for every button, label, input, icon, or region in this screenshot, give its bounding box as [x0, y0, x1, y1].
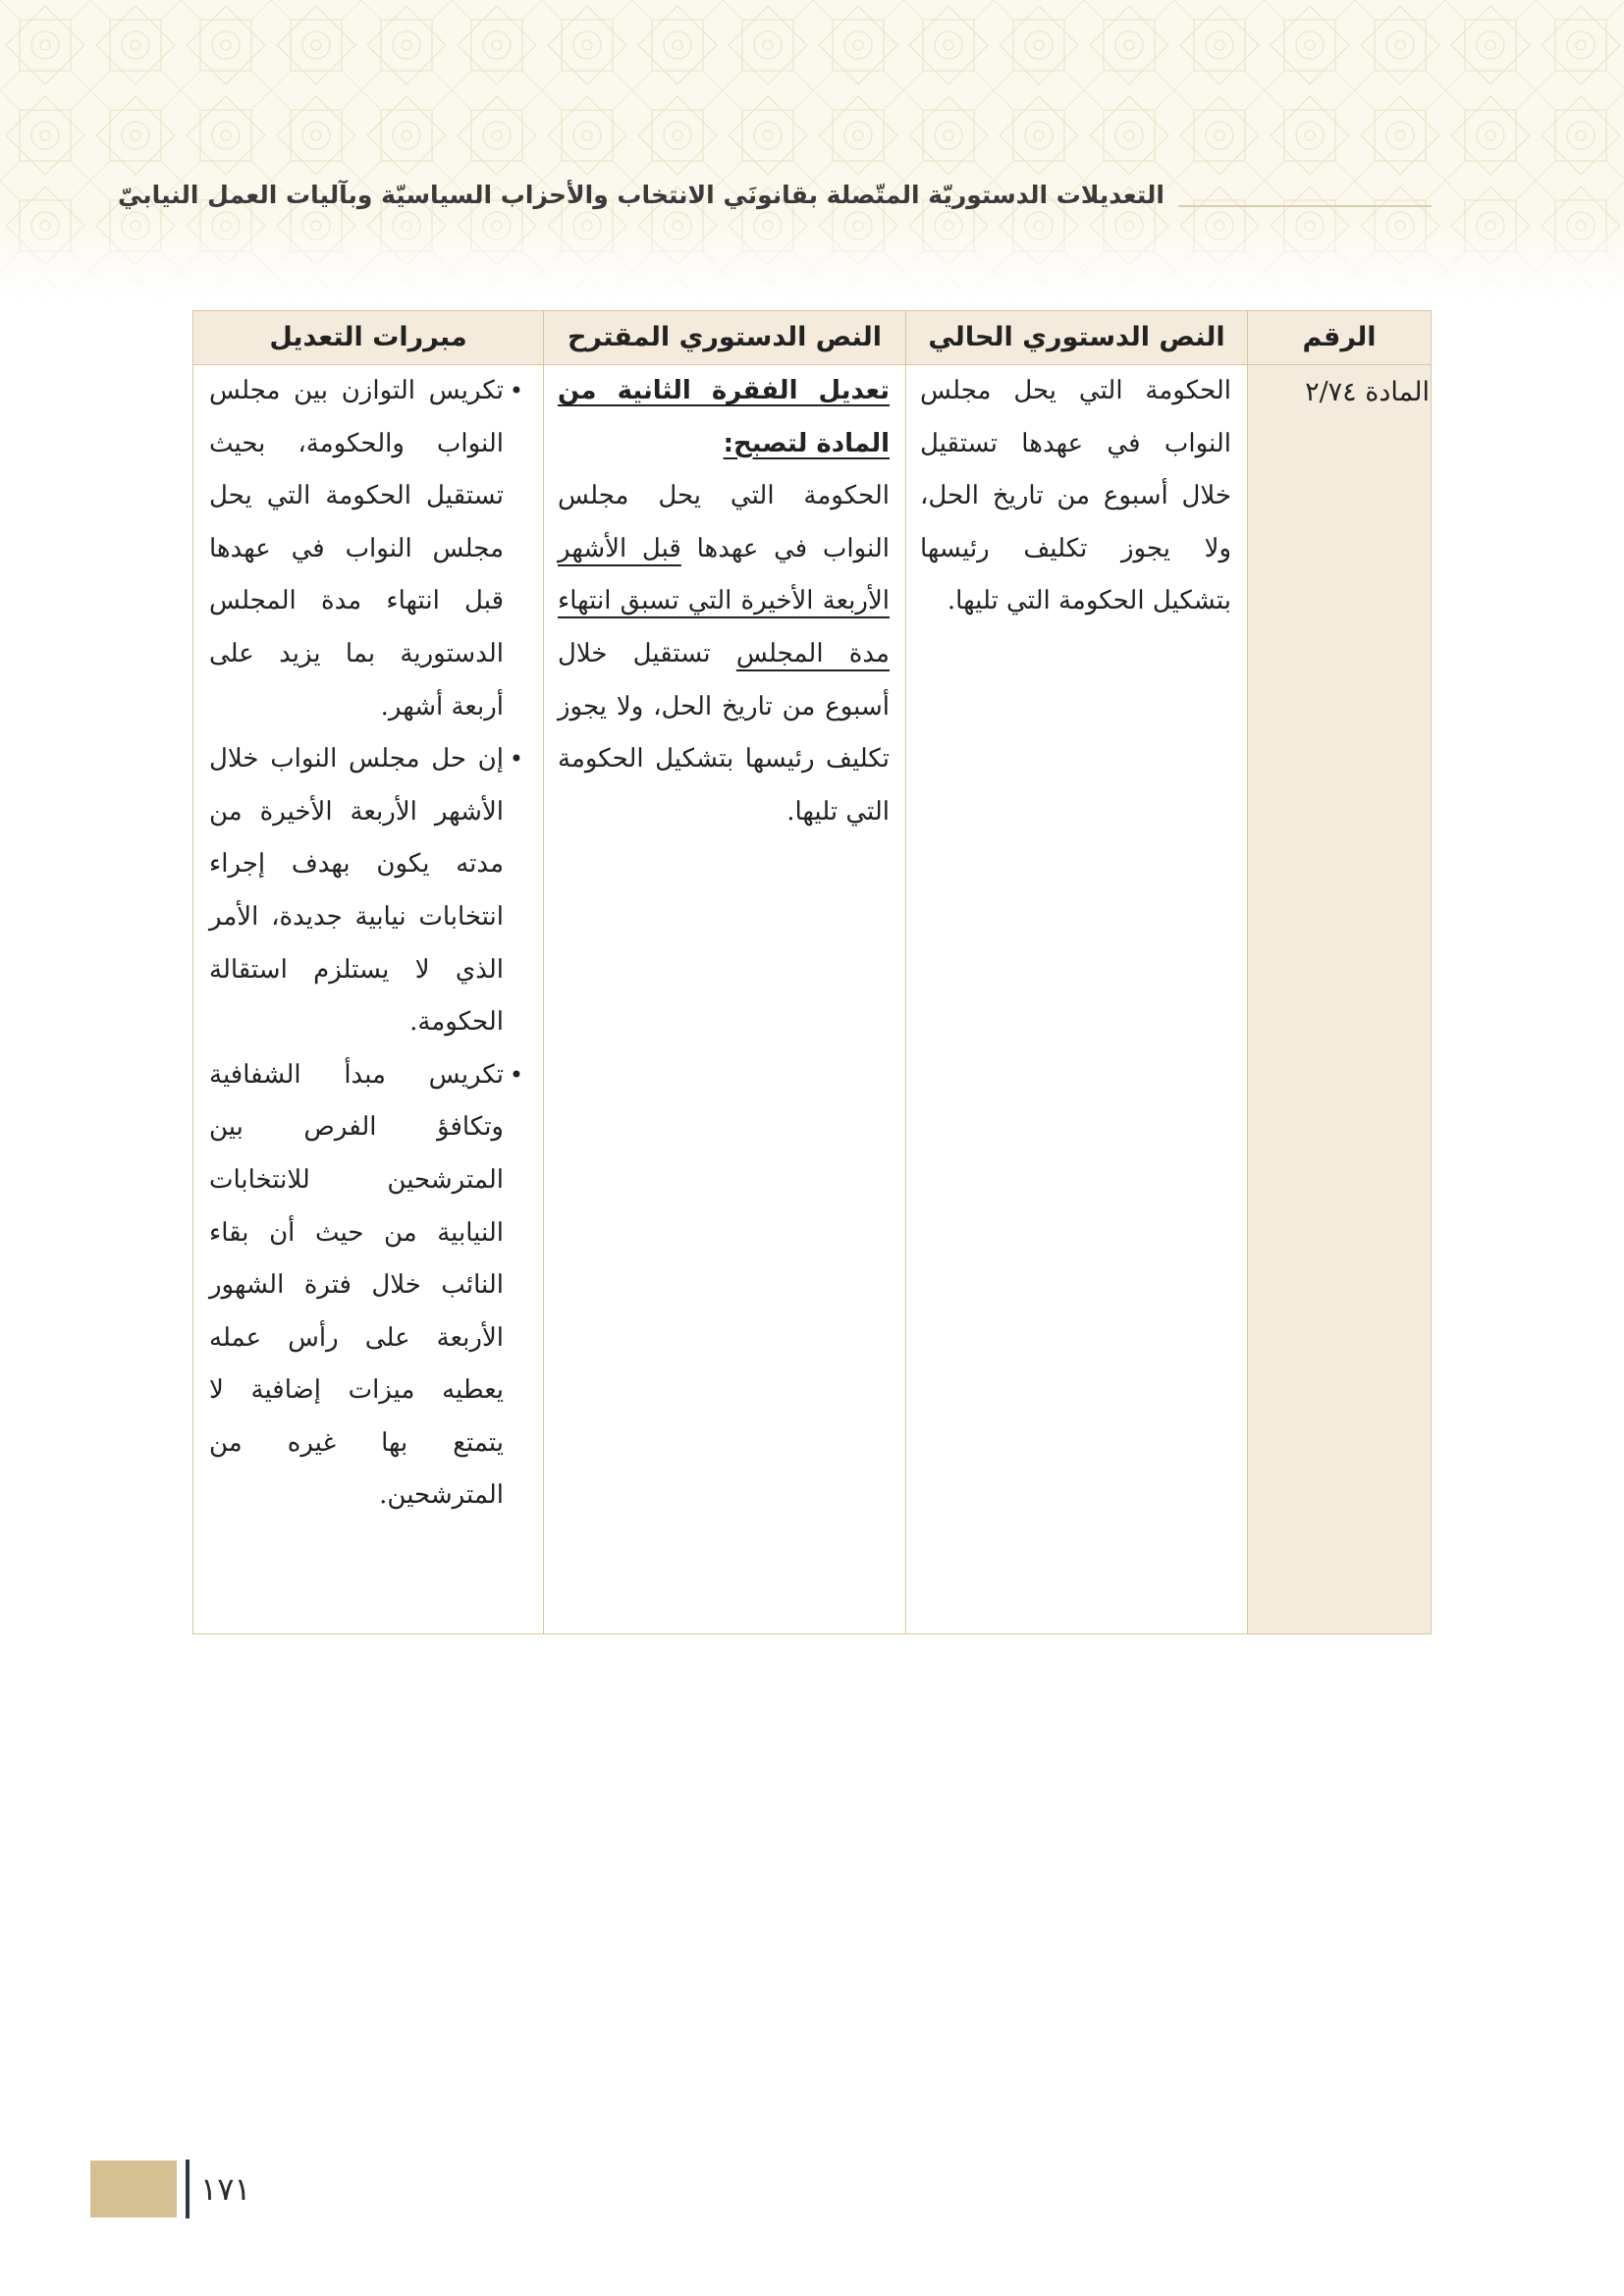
column-header-proposed-text: النص الدستوري المقترح [544, 311, 906, 365]
list-item: • إن حل مجلس النواب خلال الأشهر الأربعة الأخيرة من مدته يكون بهدف إجراء انتخابات نيابية جديدة، الأمر الذي لا يستلزم استقالة الحكومة. [209, 733, 504, 1049]
amendment-justifications [193, 365, 544, 1634]
amendments-table-wrapper [192, 310, 1431, 1634]
proposed-heading: تعديل الفقرة الثانية من المادة لتصبح: [558, 376, 890, 458]
running-title: التعديلات الدستوريّة المتّصلة بقانونَي الانتخاب والأحزاب السياسيّة وبآليات العمل النيابيّ [118, 181, 1164, 209]
footer-color-block [90, 2161, 177, 2217]
justifications-list [209, 365, 523, 1522]
list-item: • تكريس التوازن بين مجلس النواب والحكومة، بحيث تستقيل الحكومة التي يحل مجلس النواب في عهدها قبل انتهاء مدة المجلس الدستورية بما يزيد على أربعة أشهر. [209, 365, 504, 733]
table-row [193, 365, 1432, 1634]
proposed-constitutional-text [544, 365, 906, 1634]
column-header-current-text: النص الدستوري الحالي [906, 311, 1248, 365]
table-header-row [193, 311, 1432, 365]
column-header-justifications: مبررات التعديل [193, 311, 544, 365]
header-fade [0, 216, 1624, 304]
amendments-table [192, 310, 1432, 1634]
footer-divider [186, 2160, 189, 2218]
page-number: ١٧١ [200, 2170, 251, 2208]
header-band [0, 0, 1624, 304]
proposed-text-underlined: قبل الأشهر الأربعة الأخيرة التي تسبق انتهاء مدة المجلس [558, 533, 890, 668]
proposed-text-after: تستقيل خلال أسبوع من تاريخ الحل، ولا يجوز تكليف رئيسها بتشكيل الحكومة التي تليها. [558, 638, 890, 827]
current-constitutional-text: الحكومة التي يحل مجلس النواب في عهدها تستقيل خلال أسبوع من تاريخ الحل، ولا يجوز تكليف رئيسها بتشكيل الحكومة التي تليها. [906, 365, 1248, 1634]
title-rule [1178, 205, 1432, 207]
list-item: • تكريس مبدأ الشفافية وتكافؤ الفرص بين المترشحين للانتخابات النيابية من حيث أن بقاء النائب خلال فترة الشهور الأربعة على رأس عمله يعطيه ميزات إضافية لا يتمتع بها غيره من المترشحين. [209, 1049, 504, 1522]
article-number: المادة ٢/٧٤ [1248, 365, 1432, 1634]
proposed-text-before: الحكومة التي يحل مجلس النواب في عهدها [558, 481, 891, 563]
column-header-number: الرقم [1248, 311, 1432, 365]
